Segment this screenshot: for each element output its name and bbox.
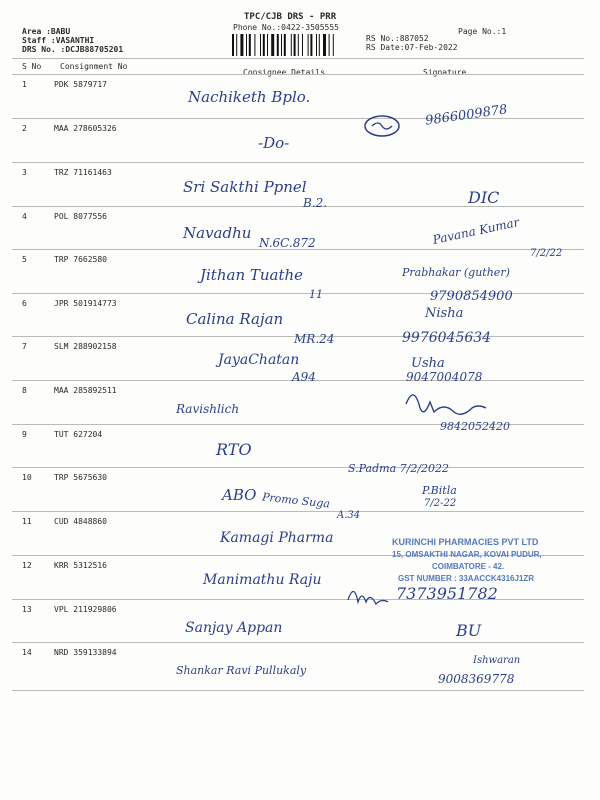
row-separator bbox=[12, 162, 584, 163]
row-separator bbox=[12, 599, 584, 600]
row11-consignee: Kamagi Pharma bbox=[220, 530, 334, 546]
row9-signature: 9842052420 bbox=[440, 420, 510, 433]
stamp-gst: GST NUMBER : 33AACCK4316J1ZR bbox=[398, 574, 535, 583]
row-sno: 2 bbox=[22, 124, 27, 133]
row10-extra: Promo Suga bbox=[261, 490, 331, 511]
col-consignee: Consignee Details bbox=[243, 68, 325, 77]
row1-signature: 9866009878 bbox=[424, 102, 509, 129]
row6-extra: MR.24 bbox=[294, 332, 335, 346]
row12-consignee: Manimathu Raju bbox=[203, 572, 322, 588]
row12-signature-scribble bbox=[346, 580, 390, 606]
row4-consignee: Navadhu bbox=[183, 224, 252, 242]
area-label: Area :BABU bbox=[22, 27, 71, 36]
row6-consignee: Calina Rajan bbox=[186, 310, 284, 328]
row5-signature-name: Prabhakar (guther) bbox=[402, 266, 510, 279]
row6-signature: 9976045634 bbox=[402, 330, 492, 346]
row5-extra: 11 bbox=[309, 288, 323, 301]
row12-signature: 7373951782 bbox=[396, 584, 498, 603]
row3-signature: DIC bbox=[468, 188, 500, 207]
row4-extra: N.6C.872 bbox=[259, 236, 316, 250]
row14-consignee: Shankar Ravi Pullukaly bbox=[176, 664, 307, 677]
row-consignment-number: SLM 288902158 bbox=[54, 342, 117, 351]
row3-extra: B.2. bbox=[303, 196, 328, 210]
row5-consignee: Jithan Tuathe bbox=[200, 266, 304, 284]
row2-signature-scribble bbox=[362, 112, 402, 140]
row7-extra: A94 bbox=[292, 370, 316, 384]
row-consignment-number: KRR 5312516 bbox=[54, 561, 107, 570]
row-consignment-number: JPR 501914773 bbox=[54, 299, 117, 308]
row-sno: 12 bbox=[22, 561, 32, 570]
row-separator bbox=[12, 511, 584, 512]
row-consignment-number: MAA 285892511 bbox=[54, 386, 117, 395]
row-separator bbox=[12, 690, 584, 691]
row1-consignee: Nachiketh Bplo. bbox=[188, 88, 311, 106]
row-separator bbox=[12, 74, 584, 75]
row10-extra2: A.34 bbox=[337, 510, 361, 521]
row-sno: 8 bbox=[22, 386, 27, 395]
row4-signature: Pavana Kumar bbox=[431, 215, 521, 247]
row13-signature: BU bbox=[456, 621, 482, 640]
row-sno: 3 bbox=[22, 168, 27, 177]
row10-signature-name: P.Bitla bbox=[422, 484, 457, 497]
col-sno: S No bbox=[22, 62, 42, 71]
row-consignment-number: TRZ 71161463 bbox=[54, 168, 112, 177]
row10-signature-date: 7/2-22 bbox=[424, 498, 457, 509]
row-consignment-number: TUT 627204 bbox=[54, 430, 103, 439]
page-number: Page No.:1 bbox=[458, 27, 507, 36]
row14-signature-name: Ishwaran bbox=[473, 655, 521, 666]
row-sno: 1 bbox=[22, 80, 27, 89]
stamp-address-line: 15, OMSAKTHI NAGAR, KOVAI PUDUR, bbox=[392, 550, 542, 559]
row-consignment-number: MAA 278605326 bbox=[54, 124, 117, 133]
row8-signature-scribble bbox=[402, 386, 492, 416]
row10-consignee: ABO bbox=[222, 486, 257, 504]
row13-consignee: Sanjay Appan bbox=[185, 620, 283, 636]
row-sno: 9 bbox=[22, 430, 27, 439]
row-separator bbox=[12, 642, 584, 643]
stamp-company-name: KURINCHI PHARMACIES PVT LTD bbox=[392, 537, 539, 547]
row-sno: 5 bbox=[22, 255, 27, 264]
row4-signature-date: 7/2/22 bbox=[530, 248, 563, 259]
row-sno: 11 bbox=[22, 517, 32, 526]
header-top-rule bbox=[12, 58, 584, 59]
barcode bbox=[232, 34, 362, 56]
row-consignment-number: POL 8077556 bbox=[54, 212, 107, 221]
row-consignment-number: CUD 4848860 bbox=[54, 517, 107, 526]
row-consignment-number: TRP 5675630 bbox=[54, 473, 107, 482]
row-consignment-number: PDK 5879717 bbox=[54, 80, 107, 89]
row5-signature: 9790854900 bbox=[430, 289, 513, 304]
row6-signature-name: Nisha bbox=[425, 306, 464, 321]
col-consignment: Consignment No bbox=[60, 62, 128, 71]
row2-consignee: -Do- bbox=[258, 134, 290, 152]
row-consignment-number: NRD 359133894 bbox=[54, 648, 117, 657]
row3-consignee: Sri Sakthi Ppnel bbox=[183, 178, 307, 196]
row7-signature-name: Usha bbox=[411, 356, 445, 371]
col-signature: Signature bbox=[423, 68, 467, 77]
row-sno: 14 bbox=[22, 648, 32, 657]
row-sno: 7 bbox=[22, 342, 27, 351]
stamp-city: COIMBATORE - 42. bbox=[432, 562, 505, 571]
rs-number: RS No.:887052 bbox=[366, 34, 429, 43]
row7-signature: 9047004078 bbox=[406, 370, 483, 384]
sheet-title: TPC/CJB DRS - PRR bbox=[244, 12, 337, 22]
row14-signature: 9008369778 bbox=[438, 672, 515, 686]
row-sno: 6 bbox=[22, 299, 27, 308]
staff-label: Staff :VASANTHI bbox=[22, 36, 95, 45]
row-consignment-number: VPL 211929806 bbox=[54, 605, 117, 614]
row10-signature: S.Padma 7/2/2022 bbox=[348, 462, 450, 475]
rs-date: RS Date:07-Feb-2022 bbox=[366, 43, 458, 52]
phone-number: Phone No.:0422-3505555 bbox=[233, 23, 339, 32]
row8-consignee: Ravishlich bbox=[176, 402, 240, 416]
drs-number: DRS No. :DCJB88705201 bbox=[22, 45, 124, 54]
row-consignment-number: TRP 7662580 bbox=[54, 255, 107, 264]
row9-consignee: RTO bbox=[216, 440, 252, 459]
row-sno: 13 bbox=[22, 605, 32, 614]
row-sno: 10 bbox=[22, 473, 32, 482]
row-sno: 4 bbox=[22, 212, 27, 221]
row7-consignee: JayaChatan bbox=[218, 352, 300, 368]
row-separator bbox=[12, 467, 584, 468]
